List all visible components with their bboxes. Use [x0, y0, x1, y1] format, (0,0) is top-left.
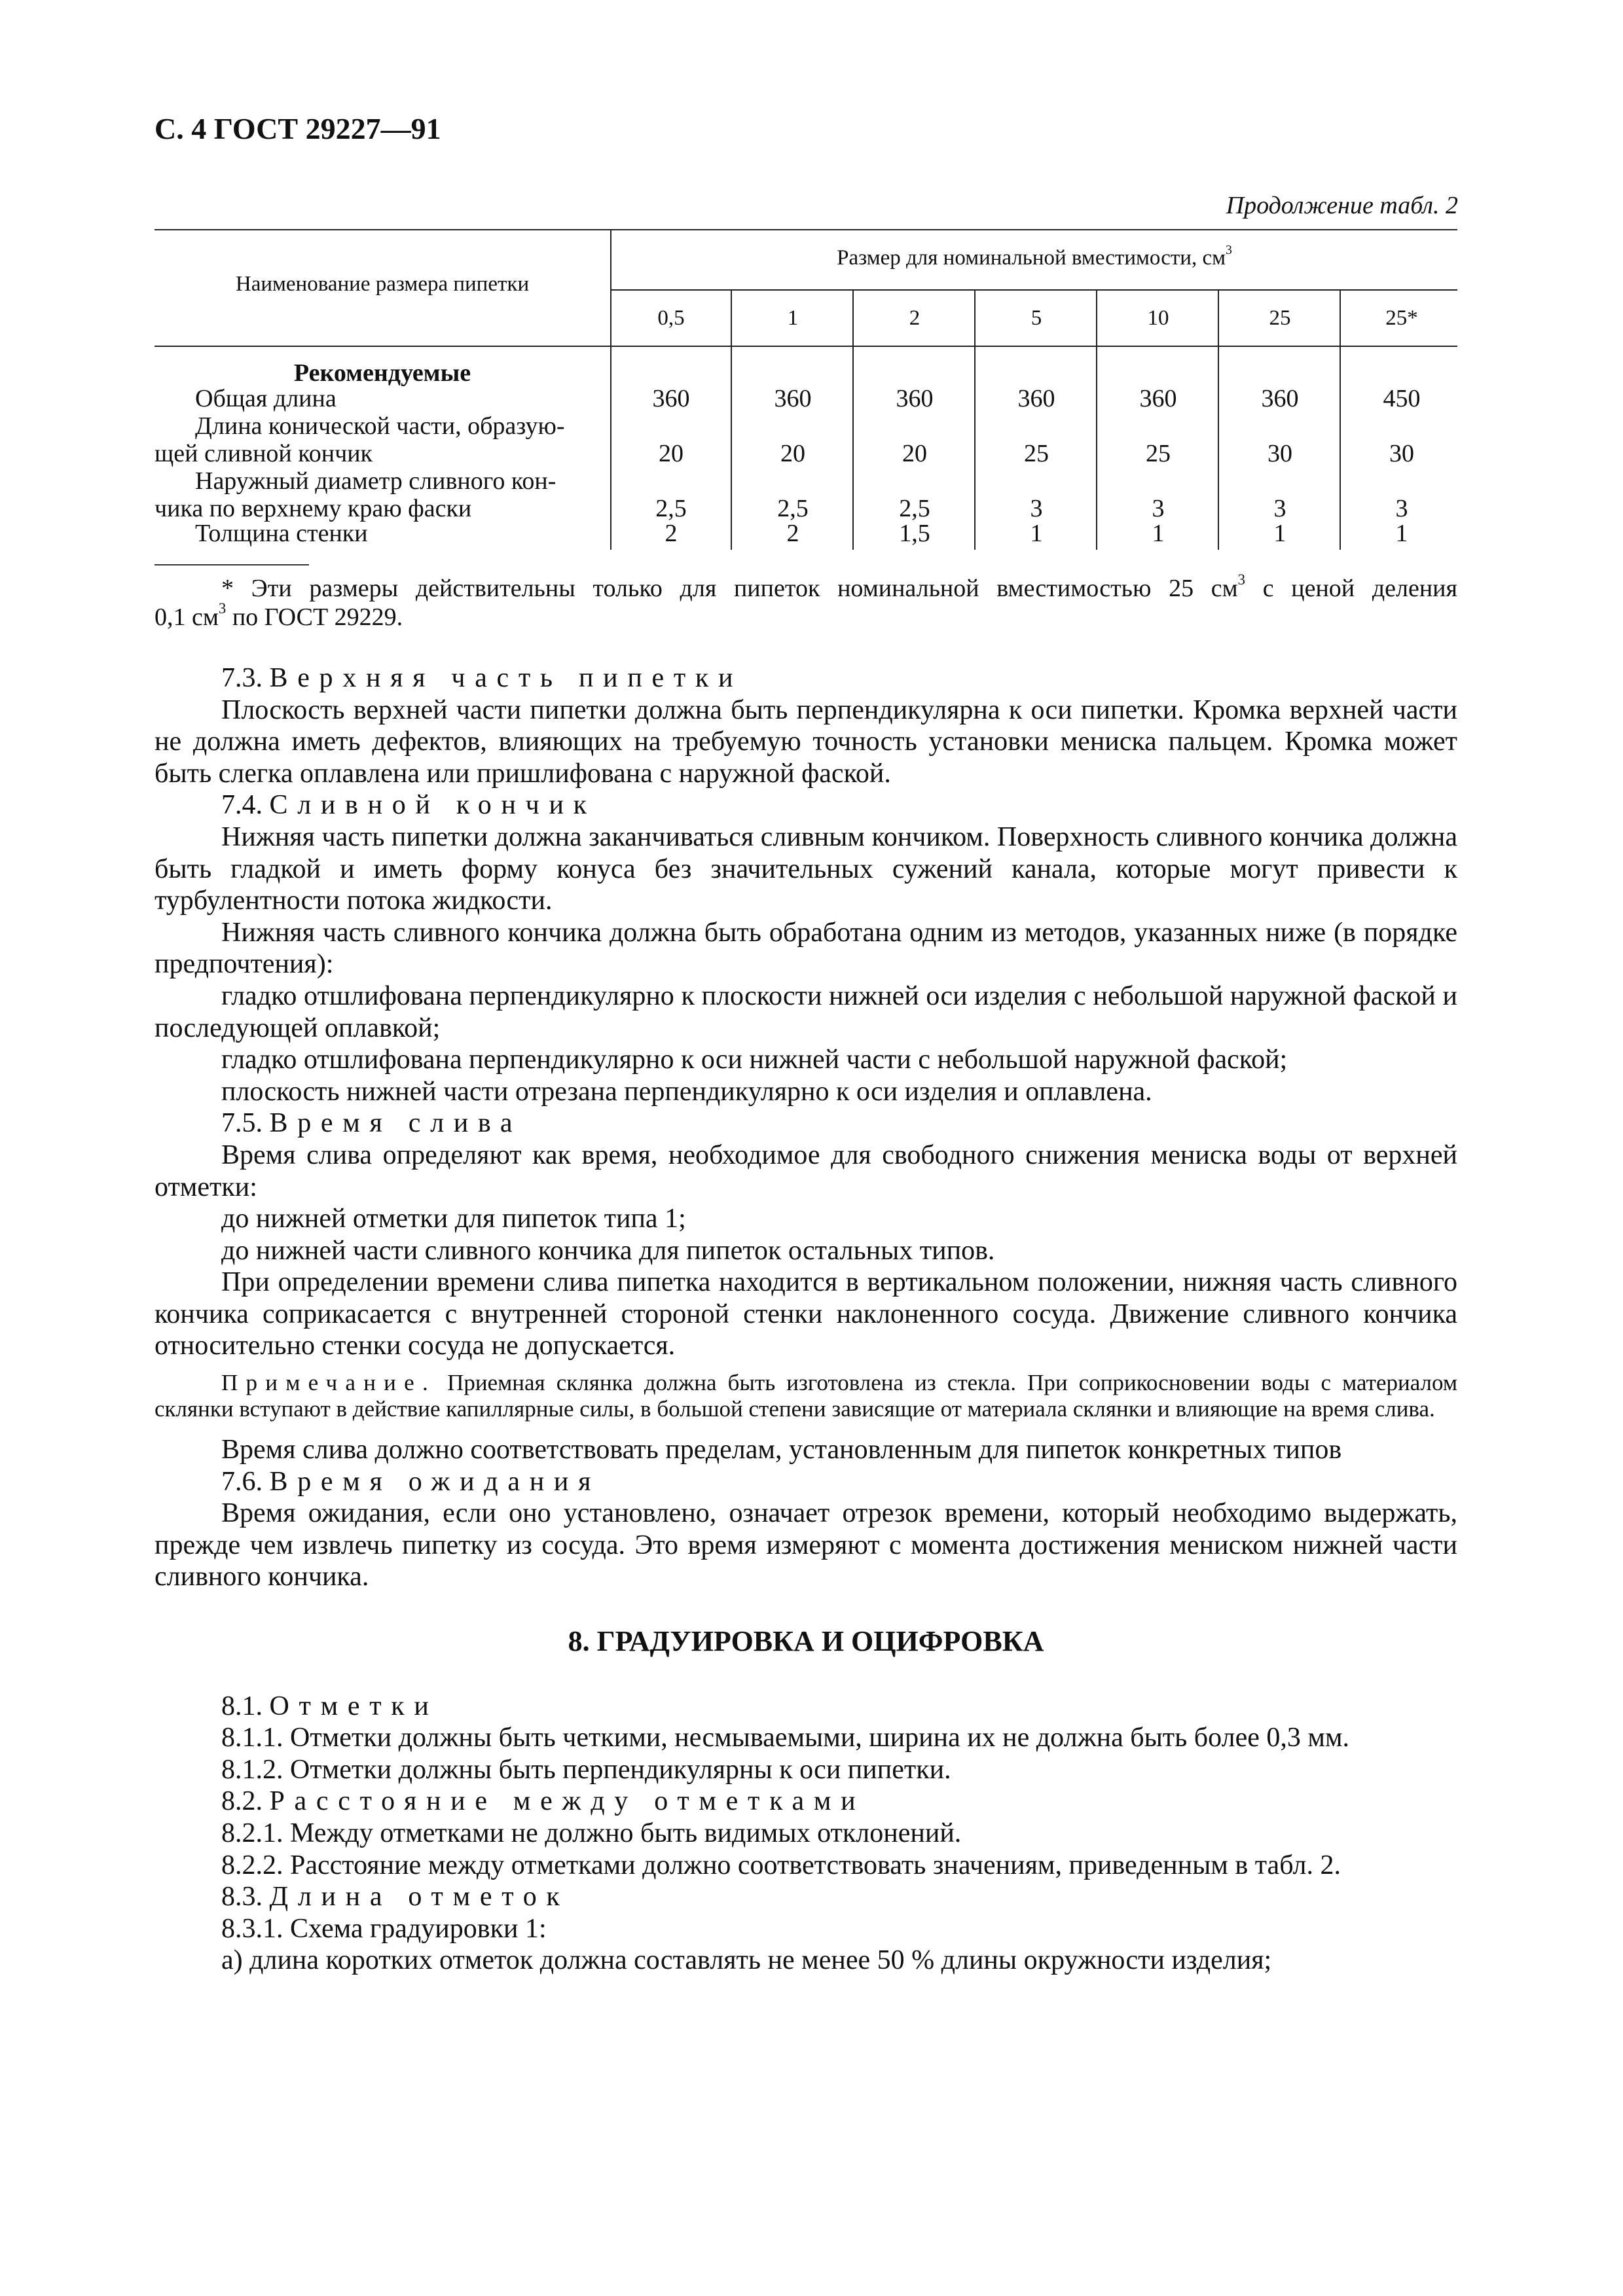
table-cell: 20: [902, 440, 927, 467]
subsection-heading-7-4: 7.4. Сливной кончик: [221, 790, 596, 821]
table-cell: 360: [1139, 385, 1177, 412]
table-cell: 2,5: [777, 495, 809, 522]
column-header: 1: [787, 306, 799, 330]
subsection-heading-8-2: 8.2. Расстояние между отметками: [221, 1786, 866, 1817]
page-header: С. 4 ГОСТ 29227—91: [155, 112, 441, 145]
table-cell: 3: [1395, 495, 1408, 522]
subsection-heading-8-3: 8.3. Длина отметок: [221, 1882, 570, 1912]
footnote-separator: [155, 564, 309, 565]
table-cell: 25: [1024, 440, 1049, 467]
paragraph: 8.2.1. Между отметками не должно быть видимых отклонений.: [221, 1818, 962, 1848]
table-subheader-rule: [610, 289, 1457, 291]
row-label: щей сливной кончик: [155, 440, 373, 467]
paragraph: до нижней отметки для пипеток типа 1;: [221, 1204, 686, 1234]
table-cell: 360: [1261, 385, 1299, 412]
table-top-rule: [155, 229, 1457, 230]
table-group-label: Рекомендуемые: [293, 359, 471, 387]
paragraph: При определении времени слива пипетка находится в вертикальном положении, нижняя часть сливного кончика соприкасается с внутренней стороной стенки наклоненного сосуда. Движение сливного кончика относительно стенки сосуда не допускается.: [155, 1267, 1457, 1361]
row-label: Длина конической части, образую-: [195, 412, 565, 440]
paragraph: до нижней части сливного кончика для пипеток остальных типов.: [221, 1235, 995, 1266]
size-column-header: Размер для номинальной вместимости, $см^3$: [837, 243, 1232, 270]
subsection-heading-7-3: 7.3. Верхняя часть пипетки: [221, 663, 743, 693]
table-footnote: * Эти размеры действительны только для пипеток номинальной вместимостью 25 $см^3$ с ценой деления 0,1 $см^3$ по ГОСТ 29229.: [155, 571, 1457, 631]
paragraph: Время ожидания, если оно установлено, означает отрезок времени, который необходимо выдержать, прежде чем извлечь пипетку из сосуда. Это время измеряют с момента достижения мениском нижней части сливного кончика.: [155, 1498, 1457, 1592]
row-label: чика по верхнему краю фаски: [155, 495, 472, 522]
column-header: 25: [1269, 306, 1291, 330]
row-label: Толщина стенки: [195, 520, 368, 547]
paragraph: плоскость нижней части отрезана перпендикулярно к оси изделия и оплавлена.: [221, 1076, 1152, 1107]
paragraph: 8.3.1. Схема градуировки 1:: [221, 1913, 547, 1944]
note: Примечание. Приемная склянка должна быть изготовлена из стекла. При соприкосновении воды с материалом склянки вступают в действие капиллярные силы, в большой степени зависящие от материала склянки и влияющие на время слива.: [155, 1370, 1457, 1422]
table-cell: 3: [1030, 495, 1043, 522]
table-cell: 30: [1267, 440, 1292, 467]
paragraph: 8.1.2. Отметки должны быть перпендикулярны к оси пипетки.: [221, 1754, 951, 1785]
paragraph: а) длина коротких отметок должна составлять не менее 50 % длины окружности изделия;: [221, 1945, 1272, 1976]
column-header: 5: [1030, 306, 1042, 330]
table-cell: 20: [659, 440, 684, 467]
body-text: [155, 662, 1457, 1977]
column-header: 25*: [1385, 306, 1418, 330]
table-cell: 30: [1389, 440, 1414, 467]
paragraph: 8.2.2. Расстояние между отметками должно соответствовать значениям, приведенным в табл. 2.: [221, 1850, 1341, 1880]
paragraph: Нижняя часть пипетки должна заканчиваться сливным кончиком. Поверхность сливного кончика должна быть гладкой и иметь форму конуса без значительных сужений канала, которые могут привести к турбулентности потока жидкости.: [155, 821, 1457, 916]
column-header: 0,5: [657, 306, 685, 330]
subsection-heading-7-6: 7.6. Время ожидания: [221, 1466, 601, 1497]
table-cell: 1: [1152, 520, 1165, 547]
table-header-rule: [155, 346, 1457, 347]
paragraph: Плоскость верхней части пипетки должна быть перпендикулярна к оси пипетки. Кромка верхней части не должна иметь дефектов, влияющих на требуемую точность установки мениска пальцем. Кромка может быть слегка оплавлена или пришлифована с наружной фаской.: [155, 694, 1457, 789]
section-heading-8: 8. ГРАДУИРОВКА И ОЦИФРОВКА: [568, 1625, 1044, 1658]
table-cell: 360: [896, 385, 934, 412]
table-cell: 25: [1146, 440, 1171, 467]
table-cell: 3: [1273, 495, 1286, 522]
column-header: 10: [1147, 306, 1169, 330]
table-cell: 360: [652, 385, 690, 412]
table-cell: 360: [774, 385, 812, 412]
table-cell: 360: [1017, 385, 1055, 412]
table-cell: 2,5: [655, 495, 687, 522]
column-header: 2: [909, 306, 921, 330]
table-continuation-label: Продолжение табл. 2: [1226, 192, 1458, 219]
table-cell: 1,5: [899, 520, 930, 547]
dimensions-table: [155, 229, 1457, 550]
table-cell: 1: [1030, 520, 1043, 547]
table-cell: 1: [1395, 520, 1408, 547]
table-cell: 3: [1152, 495, 1165, 522]
subsection-heading-7-5: 7.5. Время слива: [221, 1108, 522, 1139]
row-label: Наружный диаметр сливного кон-: [195, 467, 556, 495]
paragraph: Нижняя часть сливного кончика должна быть обработана одним из методов, указанных ниже (в порядке предпочтения):: [155, 917, 1457, 980]
row-label: Общая длина: [195, 385, 337, 412]
table-cell: 2,5: [899, 495, 930, 522]
table-cell: 2: [665, 520, 678, 547]
subsection-heading-8-1: 8.1. Отметки: [221, 1691, 439, 1721]
table-cell: 20: [780, 440, 805, 467]
paragraph: гладко отшлифована перпендикулярно к плоскости нижней оси изделия с небольшой наружной фаской и последующей оплавкой;: [155, 980, 1457, 1043]
paragraph: Время слива должно соответствовать пределам, установленным для пипеток конкретных типов: [221, 1435, 1342, 1465]
table-cell: 450: [1383, 385, 1421, 412]
table-cell: 1: [1273, 520, 1286, 547]
paragraph: 8.1.1. Отметки должны быть четкими, несмываемыми, ширина их не должна быть более 0,3 мм.: [221, 1723, 1350, 1753]
paragraph: Время слива определяют как время, необходимое для свободного снижения мениска воды от верхней отметки:: [155, 1139, 1457, 1202]
paragraph: гладко отшлифована перпендикулярно к оси нижней части с небольшой наружной фаской;: [221, 1045, 1288, 1075]
table-cell: 2: [786, 520, 799, 547]
name-column-header: Наименование размера пипетки: [235, 272, 530, 296]
